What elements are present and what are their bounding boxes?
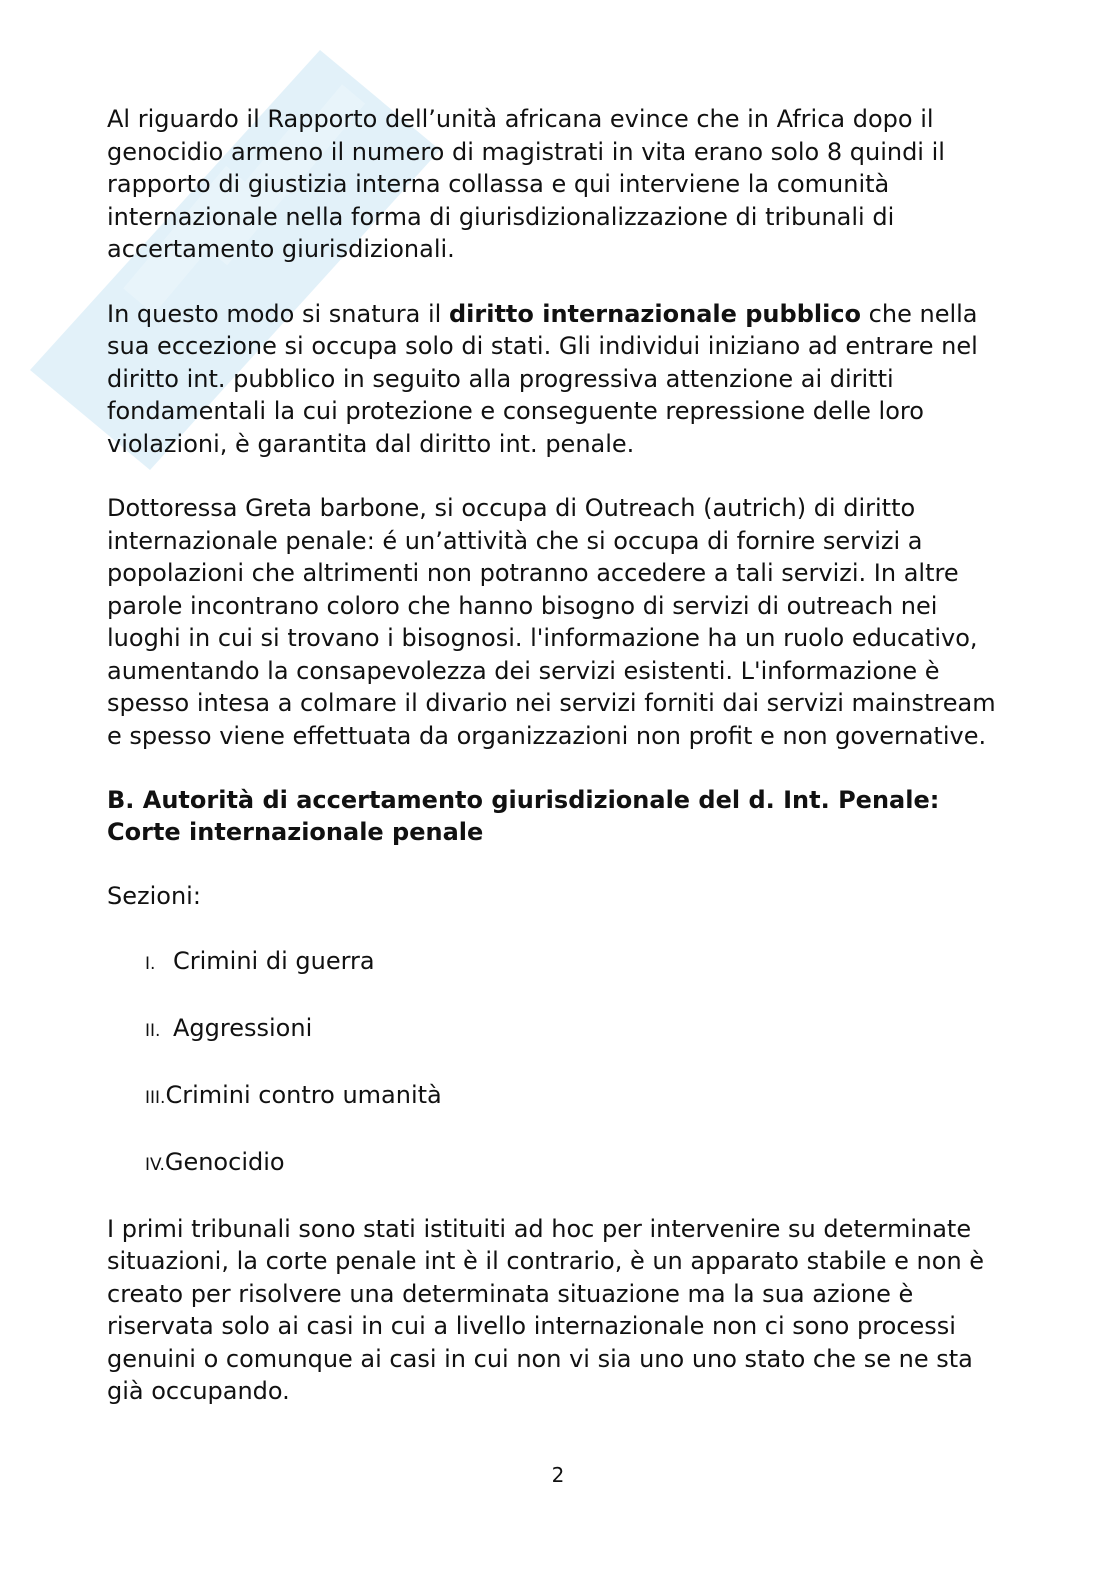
paragraph-public-law xyxy=(107,298,1007,461)
sections-list xyxy=(107,945,1007,1181)
document-page xyxy=(107,103,1007,1408)
list-item-label: Crimini contro umanità xyxy=(165,1080,442,1109)
page-number: 2 xyxy=(551,1463,565,1487)
list-item xyxy=(145,1146,1007,1181)
bold-term: diritto internazionale pubblico xyxy=(448,299,862,328)
list-item xyxy=(145,1012,1007,1047)
list-item xyxy=(145,1079,1007,1114)
paragraph-public-law-end: che nella sua eccezione si occupa solo di stati. Gli individui iniziano ad entrare nel diritto int. pubblico in seguito alla progressiva attenzione ai diritti fondamentali la cui protezione e conseguente repressione delle loro violazioni, è garantita dal diritto int. penale. xyxy=(107,299,978,458)
paragraph-intro: Al riguardo il Rapporto dell’unità africana evince che in Africa dopo il genocidio armeno il numero di magistrati in vita erano solo 8 quindi il rapporto di giustizia interna collassa e qui interviene la comunità internazionale nella forma di giurisdizionalizzazione di tribunali di accertamento giurisdizionali. xyxy=(107,105,945,263)
list-numeral: I. xyxy=(145,953,156,974)
paragraph-outreach: Dottoressa Greta barbone, si occupa di Outreach (autrich) di diritto internazionale penale: é un’attività che si occupa di fornire servizi a popolazioni che altrimenti non potranno accedere a tali servizi. In altre parole incontrano coloro che hanno bisogno di servizi di outreach nei luoghi in cui si trovano i bisognosi. l'informazione ha un ruolo educativo, aumentando la consapevolezza dei servizi esistenti. L'informazione è spesso intesa a colmare il divario nei servizi forniti dai servizi mainstream e spesso viene effettuata da organizzazioni non profit e non governative. xyxy=(107,494,996,750)
list-numeral: IV. xyxy=(145,1154,165,1175)
paragraph-tribunals: I primi tribunali sono stati istituiti ad hoc per intervenire su determinate situazioni, la corte penale int è il contrario, è un apparato stabile e non è creato per risolvere una determinata situazione ma la sua azione è riservata solo ai casi in cui a livello internazionale non ci sono processi genuini o comunque ai casi in cui non vi sia uno uno stato che se ne sta già occupando. xyxy=(107,1214,985,1405)
list-item xyxy=(145,945,1007,980)
list-numeral: II. xyxy=(145,1020,161,1041)
list-item-label: Crimini di guerra xyxy=(173,946,375,975)
list-numeral: III. xyxy=(145,1087,166,1108)
list-item-label: Genocidio xyxy=(164,1147,285,1176)
sections-label: Sezioni: xyxy=(107,882,201,910)
section-heading: B. Autorità di accertamento giurisdizionale del d. Int. Penale: Corte internazionale penale xyxy=(107,786,940,846)
list-item-label: Aggressioni xyxy=(173,1013,313,1042)
paragraph-public-law-start: In questo modo si snatura il xyxy=(107,299,449,328)
